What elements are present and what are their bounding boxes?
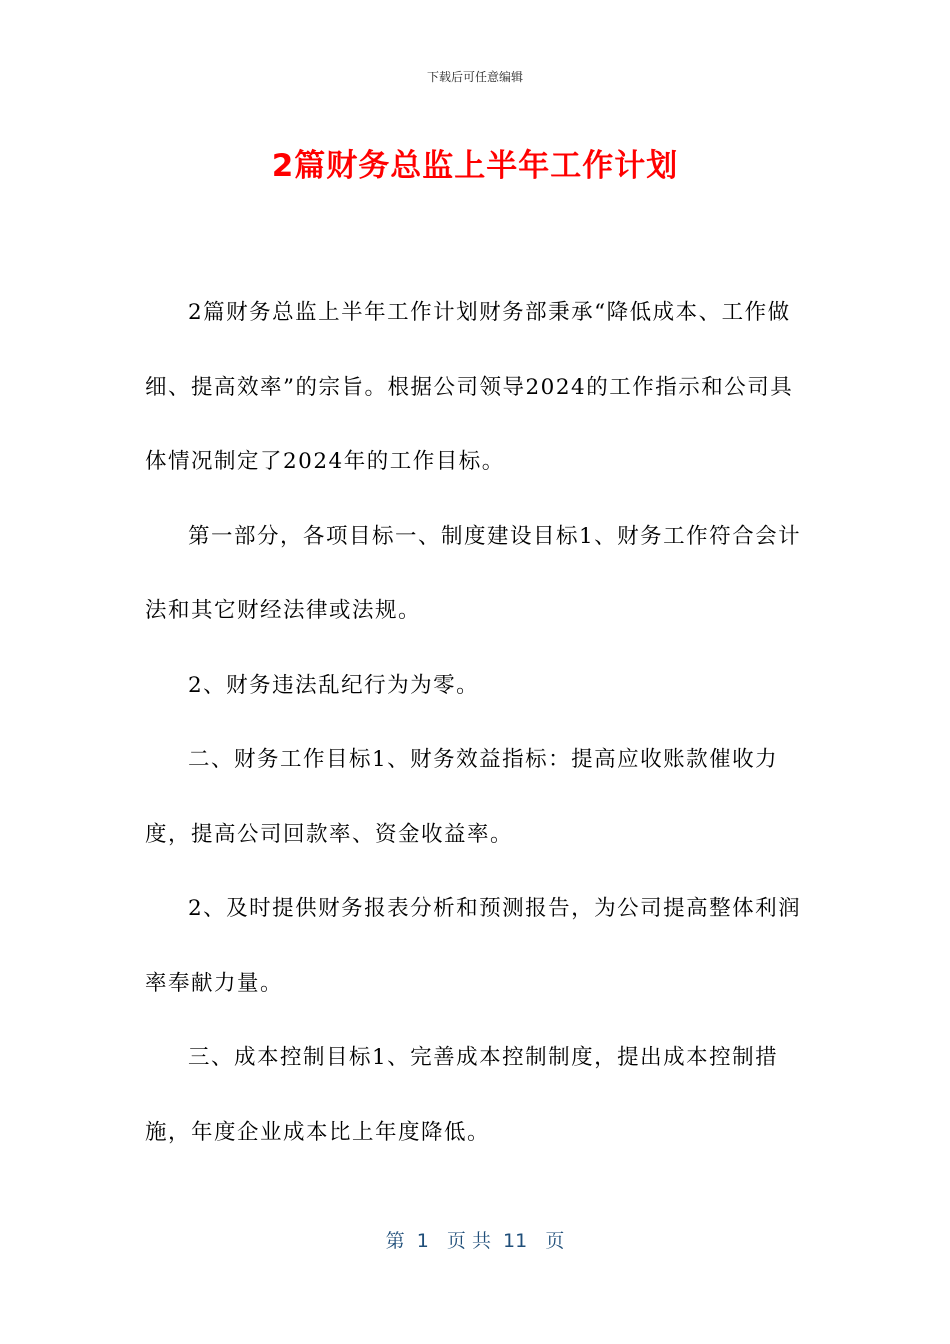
document-body <box>145 276 805 1170</box>
paragraph: 2、财务违法乱纪行为为零。 <box>188 672 480 698</box>
paragraph: 2篇财务总监上半年工作计划财务部秉承“降低成本、工作做细、提高效率”的宗旨。根据公司领导2024的工作指示和公司具体情况制定了2024年的工作目标。 <box>145 300 794 474</box>
document-title: 2篇财务总监上半年工作计划 <box>271 148 679 184</box>
paragraph: 2、及时提供财务报表分析和预测报告，为公司提高整体利润率奉献力量。 <box>145 896 802 996</box>
paragraph: 第一部分，各项目标一、制度建设目标1、财务工作符合会计法和其它财经法律或法规。 <box>145 523 802 623</box>
header-note: 下载后可任意编辑 <box>426 70 523 84</box>
page-number-footer: 第 1 页 共 11 页 <box>385 1230 565 1252</box>
paragraph: 二、财务工作目标1、财务效益指标：提高应收账款催收力度，提高公司回款率、资金收益率。 <box>145 747 779 847</box>
paragraph: 三、成本控制目标1、完善成本控制制度，提出成本控制措施，年度企业成本比上年度降低。 <box>145 1045 779 1145</box>
